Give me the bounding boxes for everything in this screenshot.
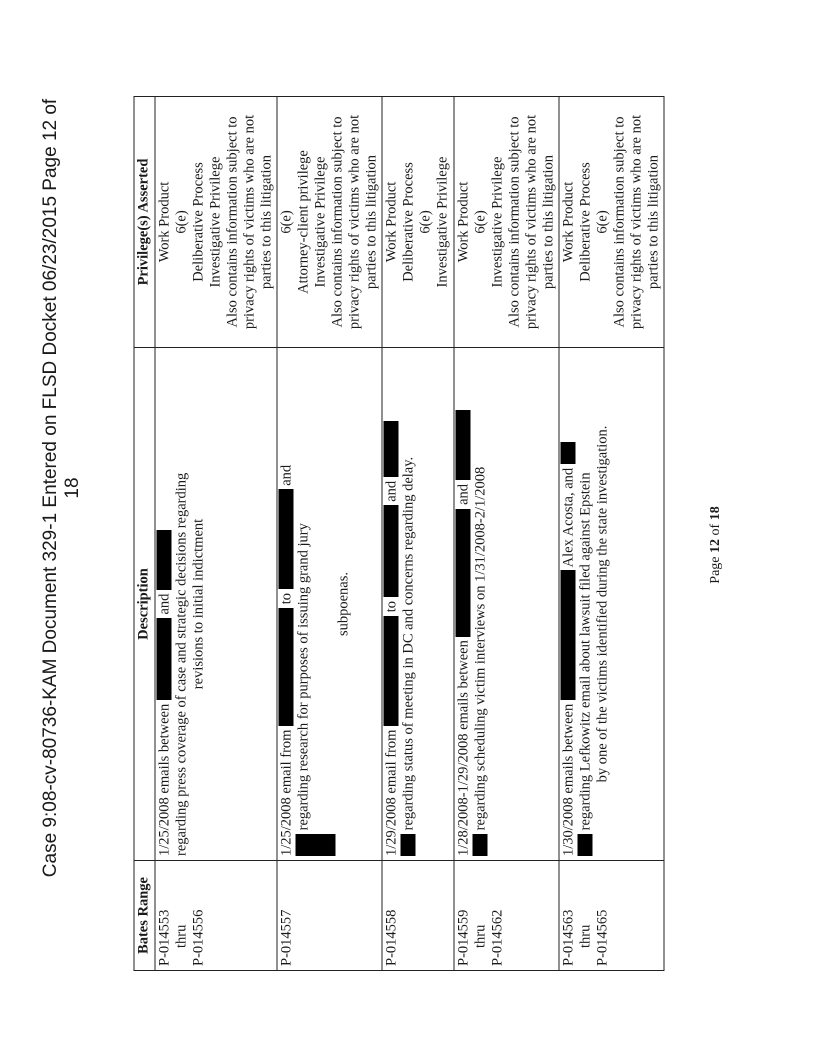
redaction-block bbox=[577, 834, 592, 856]
bates-start: P-014558 bbox=[383, 909, 399, 966]
privilege-item: Work Product bbox=[455, 181, 471, 263]
privileges-cell bbox=[559, 97, 664, 348]
privilege-item: privacy rights of victims who are not bbox=[628, 114, 644, 330]
privilege-item: Investigative Privilege bbox=[312, 156, 328, 288]
table-header-row bbox=[134, 97, 155, 971]
privilege-item: privacy rights of victims who are not bbox=[241, 114, 257, 330]
desc-text: by one of the victims identified during the state investigation. bbox=[594, 425, 610, 783]
desc-text: regarding Lefkowitz email about lawsuit filed against Epstein bbox=[577, 472, 593, 831]
bates-range-cell bbox=[559, 861, 664, 971]
redaction-block bbox=[278, 489, 293, 589]
description-cell bbox=[559, 348, 664, 861]
redaction-block bbox=[278, 608, 293, 726]
page-label: Page bbox=[708, 556, 723, 584]
bates-thru: thru bbox=[577, 924, 593, 948]
privileges-cell bbox=[155, 97, 277, 348]
column-header-description: Description bbox=[134, 348, 155, 861]
redaction-block bbox=[383, 616, 398, 726]
redaction-block bbox=[472, 834, 487, 856]
privilege-item: Deliberative Process bbox=[577, 162, 593, 282]
case-line-cont: 18 bbox=[62, 477, 83, 499]
privilege-item: Also contains information subject to bbox=[611, 116, 627, 328]
privilege-item: parties to this litigation bbox=[363, 154, 379, 290]
table-row bbox=[155, 97, 277, 971]
desc-text: revisions to initial indictment bbox=[190, 518, 206, 690]
description-cell bbox=[382, 348, 454, 861]
desc-text: 1/28/2008-1/29/2008 emails between bbox=[455, 640, 471, 856]
privilege-item: Investigative Privilege bbox=[207, 156, 223, 288]
bates-thru: thru bbox=[173, 924, 189, 948]
redaction-block bbox=[560, 570, 575, 700]
desc-text: and bbox=[156, 593, 172, 615]
desc-text: 1/25/2008 emails between bbox=[156, 703, 172, 856]
desc-text: to bbox=[278, 593, 294, 605]
privilege-item: 6(e) bbox=[594, 210, 610, 234]
privilege-item: privacy rights of victims who are not bbox=[346, 114, 362, 330]
description-cell bbox=[454, 348, 559, 861]
privilege-item: Investigative Privilege bbox=[434, 156, 450, 288]
desc-text: and bbox=[278, 464, 294, 486]
redaction-block bbox=[156, 618, 171, 700]
privilege-item: Also contains information subject to bbox=[506, 116, 522, 328]
bates-start: P-014553 bbox=[156, 909, 172, 966]
bates-end: P-014556 bbox=[190, 909, 206, 966]
page-number: 12 bbox=[708, 538, 723, 553]
privilege-item: parties to this litigation bbox=[645, 154, 661, 290]
of-label: of bbox=[708, 523, 723, 536]
column-header-bates: Bates Range bbox=[134, 861, 155, 971]
desc-text: 1/30/2008 emails between bbox=[560, 703, 576, 856]
table-row bbox=[559, 97, 664, 971]
privilege-item: parties to this litigation bbox=[540, 154, 556, 290]
desc-text: 1/29/2008 email from bbox=[383, 729, 399, 856]
privilege-log-table bbox=[133, 96, 664, 971]
bates-range-cell bbox=[382, 861, 454, 971]
privilege-log-table-wrapper bbox=[133, 97, 661, 971]
desc-text: and bbox=[383, 480, 399, 502]
redaction-block bbox=[295, 834, 335, 856]
column-header-privileges: Privilege(s) Asserted bbox=[134, 97, 155, 348]
bates-range-cell bbox=[454, 861, 559, 971]
description-cell bbox=[155, 348, 277, 861]
privileges-cell bbox=[454, 97, 559, 348]
privilege-item: Work Product bbox=[560, 181, 576, 263]
redaction-block bbox=[383, 421, 398, 477]
desc-text: regarding scheduling victim interviews on 1/31/2008-2/1/2008 bbox=[472, 466, 488, 831]
redaction-block bbox=[455, 410, 470, 480]
privilege-item: Also contains information subject to bbox=[329, 116, 345, 328]
desc-text: subpoenas. bbox=[335, 571, 351, 637]
privilege-item: 6(e) bbox=[173, 210, 189, 234]
privilege-item: privacy rights of victims who are not bbox=[523, 114, 539, 330]
privilege-item: Deliberative Process bbox=[400, 162, 416, 282]
bates-start: P-014557 bbox=[278, 909, 294, 966]
table-row bbox=[382, 97, 454, 971]
desc-text: regarding status of meeting in DC and concerns regarding delay. bbox=[400, 456, 416, 831]
privilege-item: 6(e) bbox=[472, 210, 488, 234]
desc-text: 1/25/2008 email from bbox=[278, 729, 294, 856]
privilege-item: Deliberative Process bbox=[190, 162, 206, 282]
privilege-item: Investigative Privilege bbox=[489, 156, 505, 288]
privilege-item: 6(e) bbox=[278, 210, 294, 234]
privilege-item: parties to this litigation bbox=[258, 154, 274, 290]
table-row bbox=[277, 97, 382, 971]
desc-text: regarding research for purposes of issuing grand jury bbox=[295, 523, 311, 831]
bates-range-cell bbox=[155, 861, 277, 971]
redaction-block bbox=[400, 834, 415, 856]
bates-thru: thru bbox=[472, 924, 488, 948]
privilege-item: Work Product bbox=[156, 181, 172, 263]
page-footer bbox=[708, 506, 724, 583]
redaction-block bbox=[560, 442, 575, 464]
bates-end: P-014562 bbox=[489, 909, 505, 966]
redaction-block bbox=[383, 505, 398, 597]
case-header bbox=[22, 0, 102, 1056]
desc-text: Alex Acosta, and bbox=[560, 467, 576, 568]
bates-start: P-014563 bbox=[560, 909, 576, 966]
desc-text: and bbox=[455, 483, 471, 505]
bates-end: P-014565 bbox=[594, 909, 610, 966]
desc-text: to bbox=[383, 601, 399, 613]
privileges-cell bbox=[382, 97, 454, 348]
redaction-block bbox=[156, 530, 171, 590]
table-row bbox=[454, 97, 559, 971]
privilege-item: Also contains information subject to bbox=[224, 116, 240, 328]
description-cell bbox=[277, 348, 382, 861]
desc-text: regarding press coverage of case and strategic decisions regarding bbox=[173, 472, 189, 856]
page-total: 18 bbox=[708, 506, 723, 521]
redaction-block bbox=[455, 509, 470, 637]
privileges-cell bbox=[277, 97, 382, 348]
privilege-item: Attorney-client privilege bbox=[295, 150, 311, 294]
privilege-item: 6(e) bbox=[417, 210, 433, 234]
bates-range-cell bbox=[277, 861, 382, 971]
privilege-item: Work Product bbox=[383, 181, 399, 263]
case-line: Case 9:08-cv-80736-KAM Document 329-1 Entered on FLSD Docket 06/23/2015 Page 12 of bbox=[40, 98, 61, 878]
bates-start: P-014559 bbox=[455, 909, 471, 966]
